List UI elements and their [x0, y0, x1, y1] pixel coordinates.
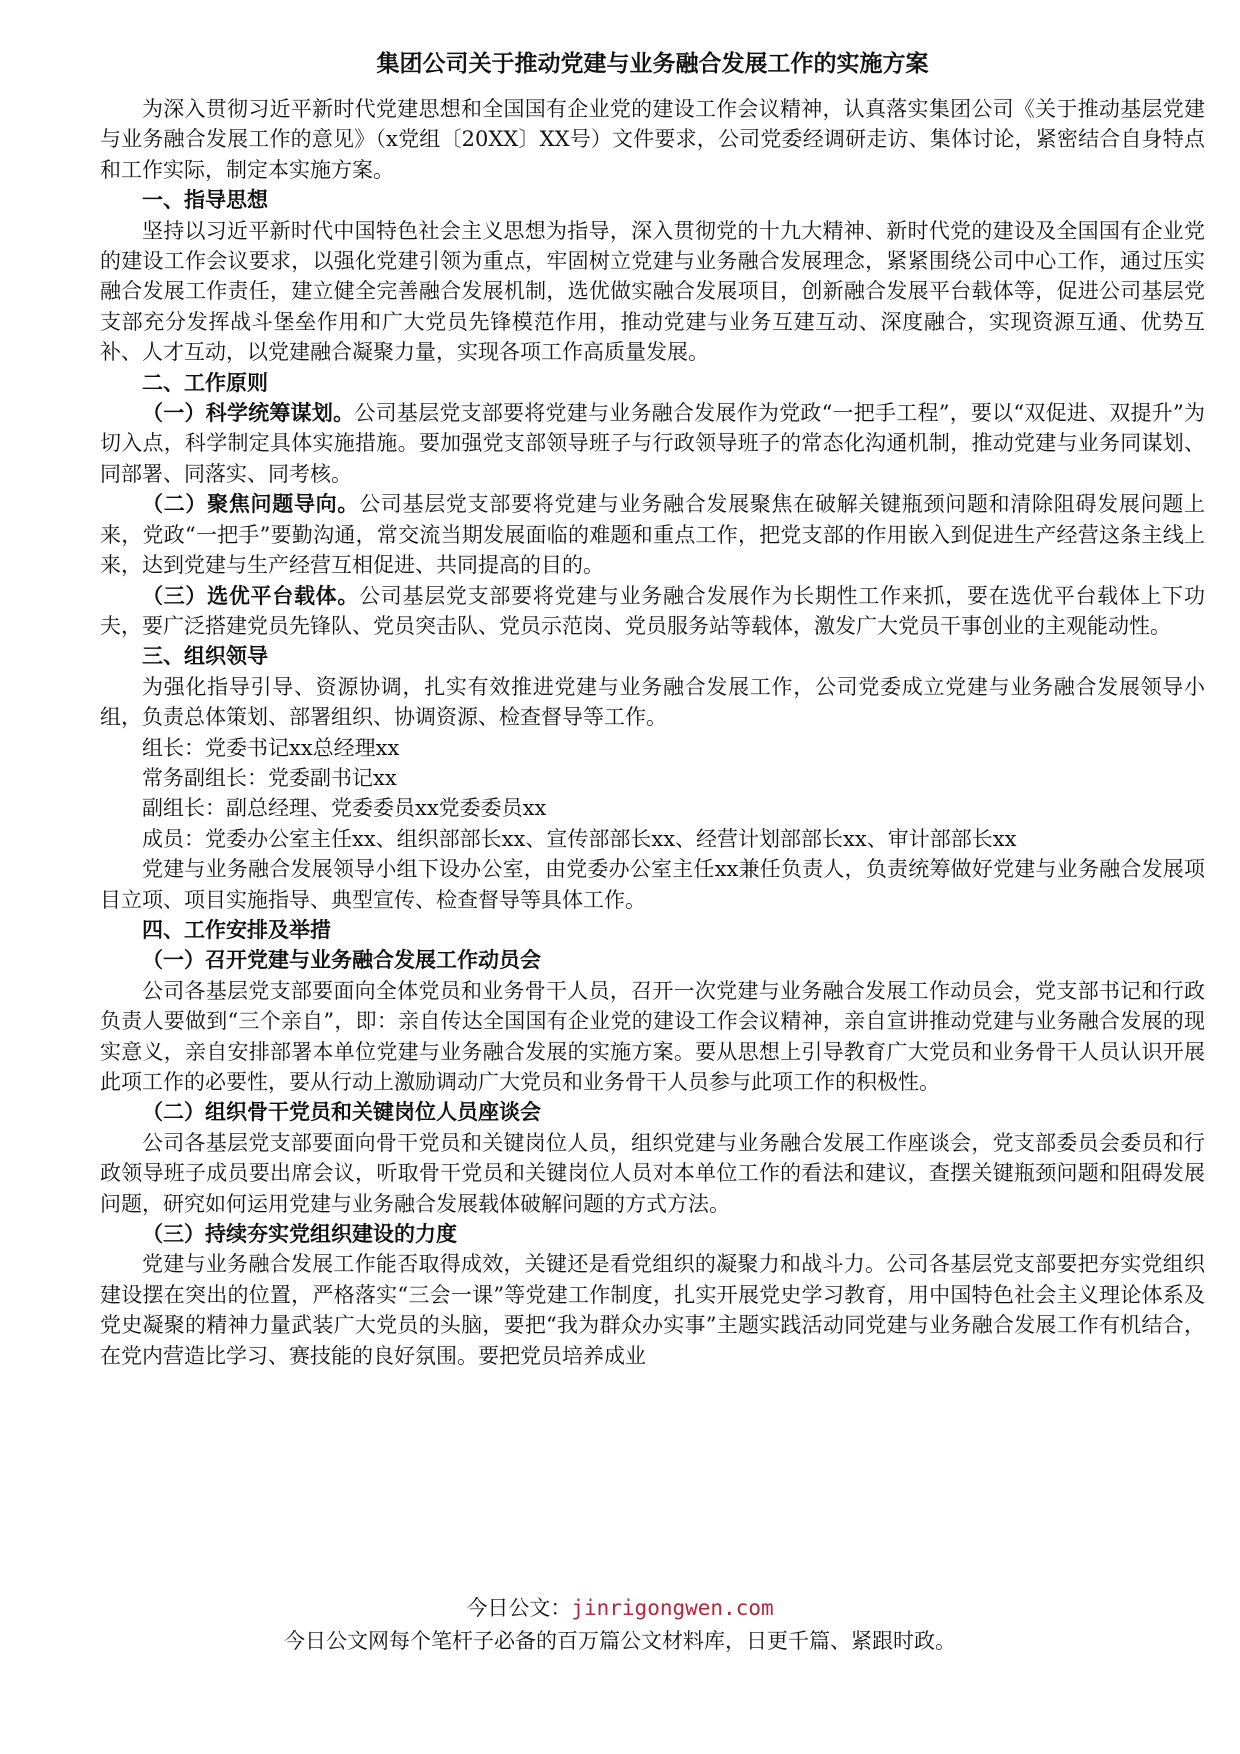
- arrangement-subheading-2: （二）组织骨干党员和关键岗位人员座谈会: [142, 1100, 541, 1125]
- section-heading-organization: 三、组织领导: [142, 644, 268, 669]
- organization-paragraph: 为强化指导引导、资源协调，扎实有效推进党建与业务融合发展工作，公司党委成立党建与业务融合发展领导小组，负责总体策划、部署组织、协调资源、检查督导等工作。: [100, 674, 1205, 730]
- principle-2-lead: （二）聚焦问题导向。: [142, 492, 360, 517]
- principle-1-text: 公司基层党支部要将党建与业务融合发展作为党政“一把手工程”，要以“双促进、双提升”为切入点，科学制定具体实施措施。要加强党支部领导班子与行政领导班子的常态化沟通机制，推动党建与业务同谋划、同部署、同落实、同考核。: [100, 401, 1205, 486]
- arrangement-subheading-1: （一）召开党建与业务融合发展工作动员会: [142, 948, 541, 973]
- exec-deputy-line: 常务副组长：党委副书记xx: [142, 765, 397, 790]
- principle-paragraph-1: [100, 398, 1205, 489]
- arrangement-paragraph-3: 党建与业务融合发展工作能否取得成效，关键还是看党组织的凝聚力和战斗力。公司各基层党支部要把夯实党组织建设摆在突出的位置，严格落实“三会一课”等党建工作制度，扎实开展党史学习教育，用中国特色社会主义理论体系及党史凝聚的精神力量武装广大党员的头脑，要把“我为群众办实事”主题实践活动同党建与业务融合发展工作有机结合，在党内营造比学习、赛技能的良好氛围。要把党员培养成业: [100, 1252, 1205, 1368]
- principle-paragraph-2: [100, 489, 1205, 580]
- page-footer: [0, 1592, 1240, 1658]
- principle-3-text: 公司基层党支部要将党建与业务融合发展作为长期性工作来抓，要在选优平台载体上下功夫，要广泛搭建党员先锋队、党员突击队、党员示范岗、党员服务站等载体，激发广大党员干事创业的主观能动性。: [100, 583, 1206, 638]
- principle-3-lead: （三）选优平台载体。: [142, 583, 360, 608]
- principle-2-text: 公司基层党支部要将党建与业务融合发展聚焦在破解关键瓶颈问题和清除阻碍发展问题上来，党政“一把手”要勤沟通，常交流当期发展面临的难题和重点工作，把党支部的作用嵌入到促进生产经营这条主线上来，达到党建与生产经营互相促进、共同提高的目的。: [100, 492, 1206, 578]
- document-title: 集团公司关于推动党建与业务融合发展工作的实施方案: [376, 51, 929, 77]
- office-paragraph: 党建与业务融合发展领导小组下设办公室，由党委办公室主任xx兼任负责人，负责统筹做好党建与业务融合发展项目立项、项目实施指导、典型宣传、检查督导等具体工作。: [100, 857, 1205, 912]
- footer-site-link[interactable]: jinrigongwen.com: [571, 1596, 774, 1620]
- members-line: 成员：党委办公室主任xx、组织部部长xx、宣传部部长xx、经营计划部部长xx、审计部部长xx: [142, 826, 1017, 851]
- document-page: [100, 40, 1205, 1371]
- arrangement-paragraph-1: 公司各基层党支部要面向全体党员和业务骨干人员，召开一次党建与业务融合发展工作动员会，党支部书记和行政负责人要做到“三个亲自”，即：亲自传达全国国有企业党的建设工作会议精神，亲自宣讲推动党建与业务融合发展的现实意义，亲自安排部署本单位党建与业务融合发展的实施方案。要从思想上引导教育广大党员和业务骨干人员认识开展此项工作的必要性，要从行动上激励调动广大党员和业务骨干人员参与此项工作的积极性。: [100, 978, 1205, 1094]
- leader-line: 组长：党委书记xx总经理xx: [142, 735, 400, 760]
- guiding-ideology-paragraph: 坚持以习近平新时代中国特色社会主义思想为指导，深入贯彻党的十九大精神、新时代党的建设及全国国有企业党的建设工作会议要求，以强化党建引领为重点，牢固树立党建与业务融合发展理念，紧紧围绕公司中心工作，通过压实融合发展工作责任，建立健全完善融合发展机制，选优做实融合发展项目，创新融合发展平台载体等，促进公司基层党支部充分发挥战斗堡垒作用和广大党员先锋模范作用，推动党建与业务互建互动、深度融合，实现资源互通、优势互补、人才互动，以党建融合凝聚力量，实现各项工作高质量发展。: [100, 218, 1205, 365]
- section-heading-work-principles: 二、工作原则: [142, 370, 268, 395]
- deputy-line: 副组长：副总经理、党委委员xx党委委员xx: [142, 796, 547, 821]
- arrangement-subheading-3: （三）持续夯实党组织建设的力度: [142, 1222, 457, 1247]
- intro-paragraph: 为深入贯彻习近平新时代党建思想和全国国有企业党的建设工作会议精神，认真落实集团公司《关于推动基层党建与业务融合发展工作的意见》（x党组〔20XX〕XX号）文件要求，公司党委经调研走访、集体讨论，紧密结合自身特点和工作实际，制定本实施方案。: [100, 97, 1205, 182]
- footer-label: 今日公文：: [466, 1596, 572, 1620]
- arrangement-paragraph-2: 公司各基层党支部要面向骨干党员和关键岗位人员，组织党建与业务融合发展工作座谈会，党支部委员会委员和行政领导班子成员要出席会议，听取骨干党员和关键岗位人员对本单位工作的看法和建议，查摆关键瓶颈问题和阻碍发展问题，研究如何运用党建与业务融合发展载体破解问题的方式方法。: [100, 1130, 1205, 1216]
- footer-source-line: [0, 1592, 1240, 1624]
- principle-1-lead: （一）科学统筹谋划。: [142, 401, 355, 426]
- section-heading-arrangements: 四、工作安排及举措: [142, 917, 331, 942]
- footer-slogan: 今日公文网每个笔杆子必备的百万篇公文材料库，日更千篇、紧跟时政。: [284, 1629, 956, 1653]
- principle-paragraph-3: [100, 581, 1205, 642]
- section-heading-guiding-ideology: 一、指导思想: [142, 188, 268, 213]
